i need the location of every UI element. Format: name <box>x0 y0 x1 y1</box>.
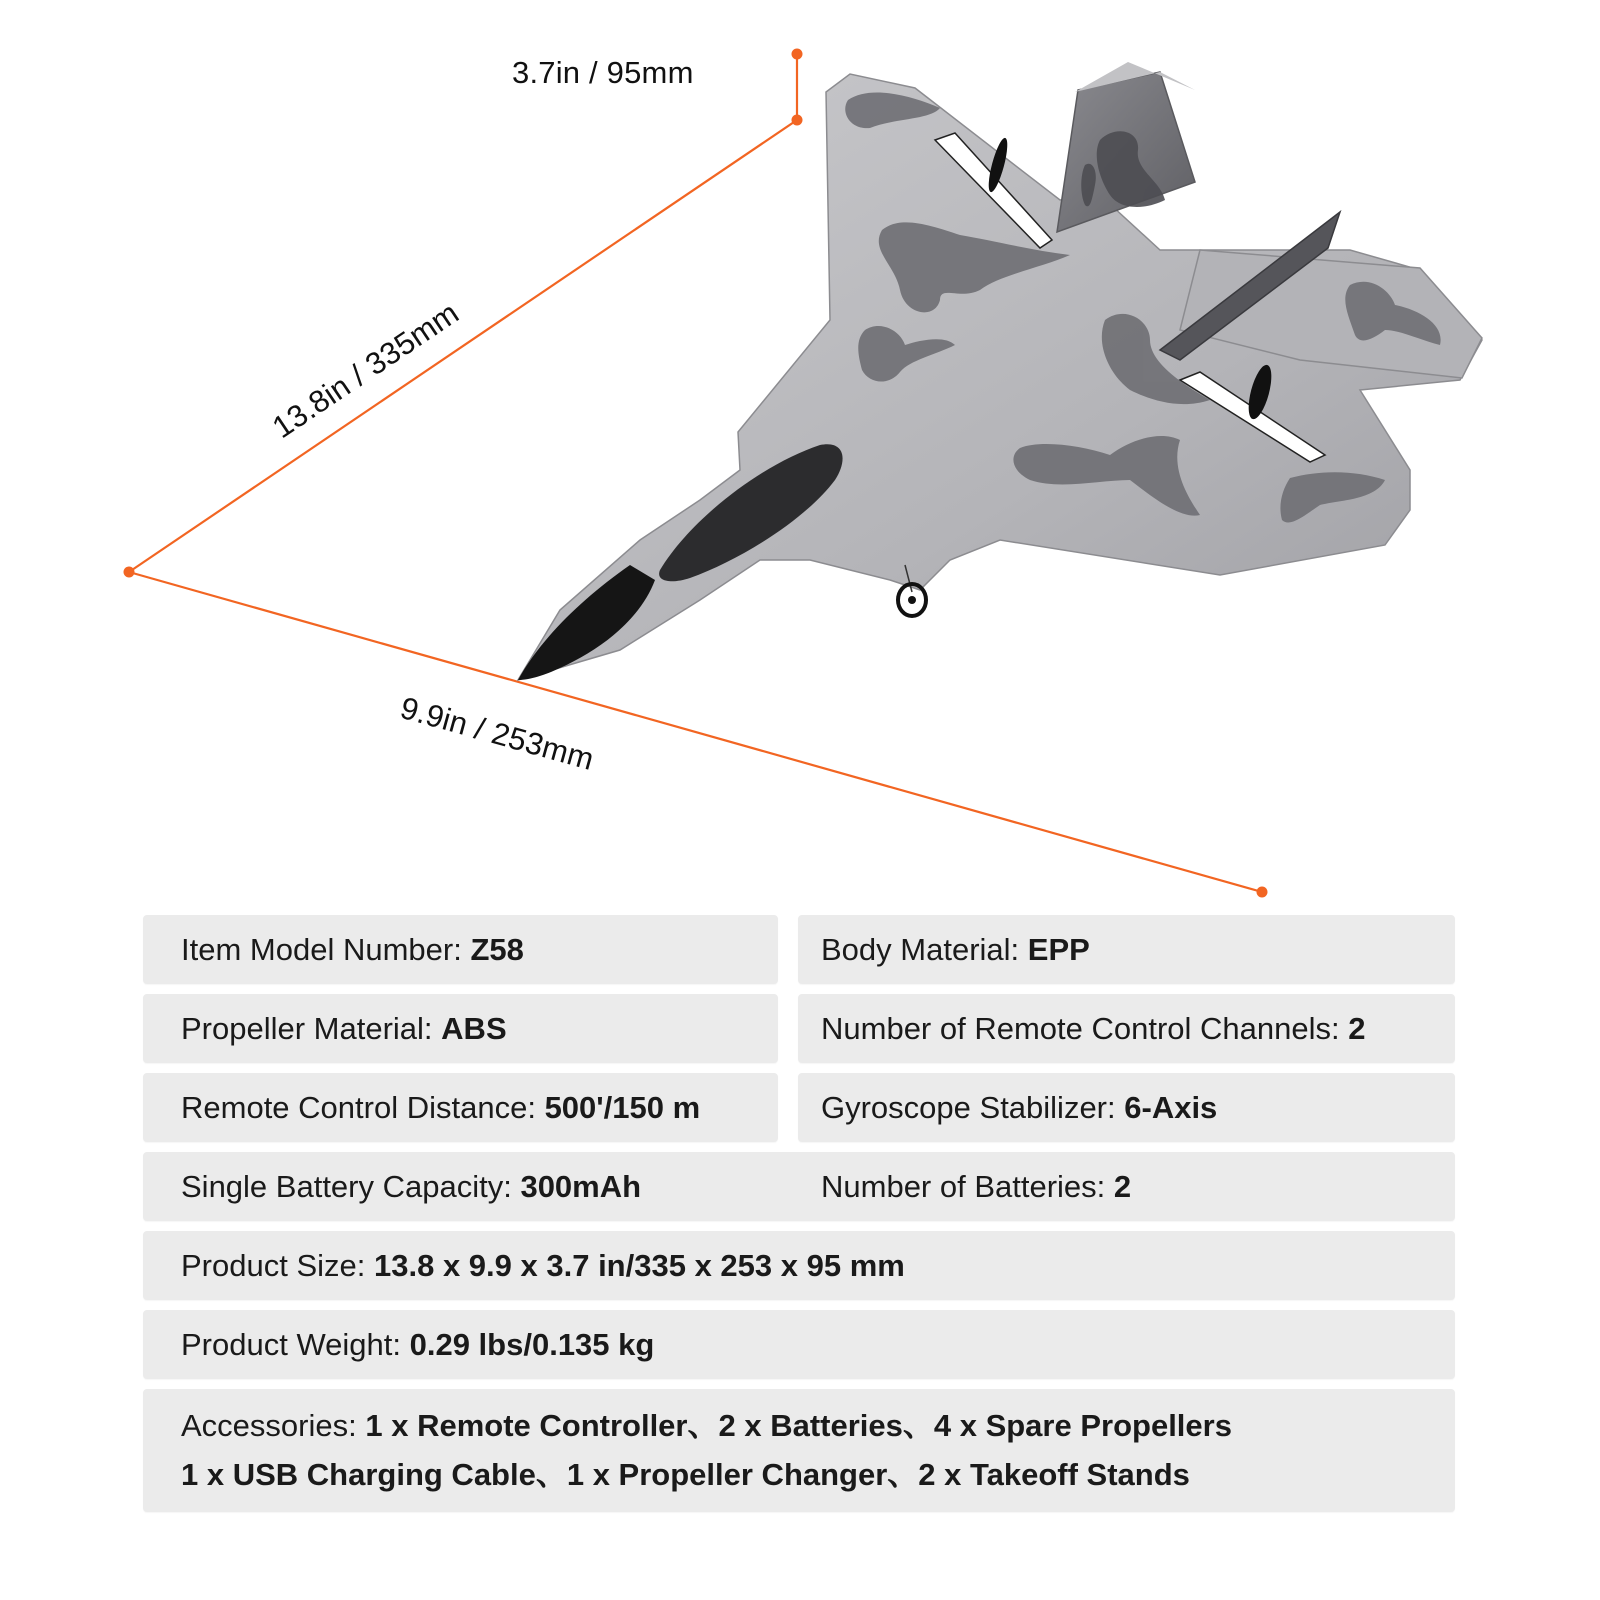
spec-value: 0.29 lbs/0.135 kg <box>409 1326 655 1362</box>
spec-value: Z58 <box>470 931 524 967</box>
spec-label: Product Size: <box>181 1247 366 1283</box>
width-dimension-line <box>129 572 1262 892</box>
spec-row <box>143 1389 1455 1512</box>
spec-label: Body Material: <box>821 931 1020 967</box>
spec-label: Product Weight: <box>181 1326 401 1362</box>
spec-propeller-material <box>143 994 778 1063</box>
accessories-line-2 <box>181 1450 1190 1499</box>
spec-value: 2 <box>1113 1168 1132 1204</box>
spec-product-weight <box>143 1310 1455 1379</box>
spec-row <box>143 994 1455 1063</box>
spec-label: Single Battery Capacity: <box>181 1168 512 1204</box>
spec-table <box>143 915 1455 1522</box>
accessories-line-1 <box>181 1401 1232 1450</box>
spec-body-material <box>798 915 1455 984</box>
spec-label: Accessories: <box>181 1408 357 1443</box>
spec-product-size <box>143 1231 1455 1300</box>
rc-airplane-image <box>518 62 1482 680</box>
spec-row <box>143 1310 1455 1379</box>
spec-value: 1 x Remote Controller、2 x Batteries、4 x Spare Propellers <box>365 1408 1232 1443</box>
spec-label: Number of Remote Control Channels: <box>821 1010 1340 1046</box>
spec-battery-row <box>143 1152 1455 1221</box>
spec-row <box>143 1152 1455 1221</box>
spec-value: 13.8 x 9.9 x 3.7 in/335 x 253 x 95 mm <box>374 1247 905 1283</box>
dimension-endpoint-dot <box>792 115 803 126</box>
spec-value: ABS <box>441 1010 507 1046</box>
spec-value: 2 <box>1348 1010 1366 1046</box>
spec-label: Item Model Number: <box>181 931 462 967</box>
spec-value: 500'/150 m <box>544 1089 701 1125</box>
dimension-endpoint-dot <box>1257 887 1268 898</box>
spec-battery-capacity <box>181 1169 821 1205</box>
dimension-endpoint-dot <box>124 567 135 578</box>
spec-gyroscope <box>798 1073 1455 1142</box>
spec-row <box>143 1073 1455 1142</box>
spec-remote-distance <box>143 1073 778 1142</box>
spec-value: 300mAh <box>520 1168 642 1204</box>
spec-row <box>143 1231 1455 1300</box>
spec-row <box>143 915 1455 984</box>
spec-remote-channels <box>798 994 1455 1063</box>
length-dimension-label: 13.8in / 335mm <box>266 294 466 446</box>
spec-accessories <box>143 1389 1455 1512</box>
spec-label: Number of Batteries: <box>821 1168 1106 1204</box>
spec-number-of-batteries <box>821 1169 1131 1205</box>
spec-value: EPP <box>1027 931 1090 967</box>
width-dimension-label: 9.9in / 253mm <box>396 690 598 777</box>
height-dimension-label: 3.7in / 95mm <box>512 55 694 90</box>
dimension-endpoint-dot <box>792 49 803 60</box>
spec-label: Remote Control Distance: <box>181 1089 536 1125</box>
spec-item-model-number <box>143 915 778 984</box>
spec-value: 1 x USB Charging Cable、1 x Propeller Changer、2 x Takeoff Stands <box>181 1457 1190 1492</box>
spec-label: Propeller Material: <box>181 1010 433 1046</box>
spec-label: Gyroscope Stabilizer: <box>821 1089 1116 1125</box>
spec-value: 6-Axis <box>1124 1089 1218 1125</box>
